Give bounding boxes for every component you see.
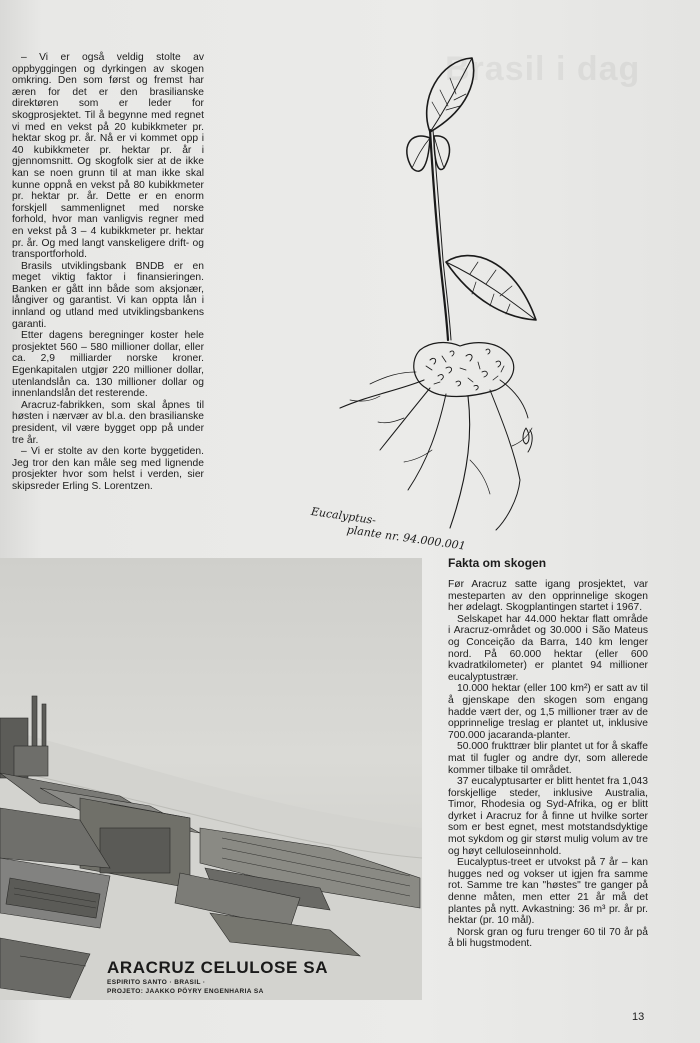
facts-heading: Fakta om skogen (448, 556, 547, 570)
photo-label (107, 958, 417, 996)
facts-paragraph: Før Aracruz satte igang prosjektet, var mesteparten av den opprinnelige skogen her ødelagt. Skogplantingen startet i 1967. (448, 579, 648, 614)
eucalyptus-seedling-drawing (300, 50, 560, 540)
facts-paragraph: Norsk gran og furu trenger 60 til 70 år på å bli hugstmodent. (448, 926, 648, 950)
facts-paragraph: 50.000 frukttrær blir plantet ut for å skaffe mat til fugler og andre dyr, som allerede kommer tilbake til området. (448, 741, 648, 776)
caption-line-1: Eucalyptus- (310, 505, 377, 527)
facts-box (448, 556, 648, 950)
location-line: ESPIRITO SANTO · BRASIL · (107, 979, 206, 986)
facts-paragraph: Selskapet har 44.000 hektar flatt område i Aracruz-området og 30.000 i São Mateus og Conceição da Barra, 140 km lenger nord. På 60.000 hektar (eller 600 kvadratkilometer) er plantet 94 millioner eucalyptustrær. (448, 613, 648, 683)
article-paragraph: – Vi er stolte av den korte byggetiden. Jeg tror den kan måle seg med lignende prosjekter hvor som helst i verden, sier skipsreder Erling S. Lorentzen. (12, 446, 204, 492)
factory-aerial-photo (0, 558, 422, 1000)
bleed-through-text: Brasil i dag (445, 50, 641, 88)
facts-paragraph: 37 eucalyptusarter er blitt hentet fra 1,043 forskjellige steder, inklusive Australia, Timor, Rhodesia og Syd-Afrika, og er blitt dyrket i Aracruz for å finne ut hvilke sorter som er best egnet, mest motstandsdyktige mot sykdom og gir størst mulig volum av tre og høyt celluloseinnhold. (448, 776, 648, 857)
caption-line-2: plante nr. 94.000.001 (346, 523, 467, 553)
article-paragraph: Aracruz-fabrikken, som skal åpnes til høsten i nærvær av bl.a. den brasilianske president, vil være bygget opp på under tre år. (12, 399, 204, 446)
article-paragraph: Etter dagens beregninger koster hele prosjektet 560 – 580 millioner dollar, eller ca. 2,9 milliarder norske kroner. Egenkapitalen utgjør 220 millioner dollar, utenlandslån ca. 130 millioner dollar og innenlandslån det resterende. (12, 330, 204, 400)
page-number: 13 (632, 1011, 645, 1023)
article-paragraph: – Vi er også veldig stolte av oppbyggingen og dyrkingen av skogen omkring. Den som først og fremst har æren for det er den brasilianske direktøren som er leder for skogprosjektet. Til å begynne med regnet vi med en vekst på 20 kubikkmeter pr. hektar skog pr. år. Nå er vi kommet opp i 40 kubikkmeter pr. hektar pr. år i gjennomsnitt. Og skogfolk sier at de ikke kan se noen grunn til at man ikke skal kunne oppnå en vekst på 80 kubikkmeter pr. hektar pr. år. Dette er en enorm forskjell sammenlignet med norske forhold, hvor man vanligvis regner med en vekst på 3 – 4 kubikkmeter pr. hektar pr. år. Og med langt vanskeligere drift- og transportforhold. (12, 52, 204, 261)
facts-paragraph: Eucalyptus-treet er utvokst på 7 år – kan hugges ned og vokser ut igjen fra samme rot. Samme tre kan "høstes" tre ganger på denne måten, men etter 21 år må det plantes på nytt. Avkastning: 36 m³ pr. år pr. hektar (pr. 10 mål). (448, 857, 648, 927)
article-paragraph: Brasils utviklingsbank BNDB er en meget viktig faktor i finansieringen. Banken er gått inn både som aksjonær, långiver og garantist. Vi kan oppta lån i innland og utland med utviklingsbankens garanti. (12, 260, 204, 330)
company-name: ARACRUZ CELULOSE SA (107, 958, 329, 977)
facts-paragraph: 10.000 hektar (eller 100 km²) er satt av til å gjenskape den skogen som engang hadde vært der, og 1,5 millioner trær av de opprinnelige treslag er plantet ut, inklusive 700.000 jacaranda-planter. (448, 683, 648, 741)
facts-body (448, 579, 648, 950)
left-article-column (12, 52, 204, 493)
project-line: PROJETO: JAAKKO PÖYRY ENGENHARIA SA (107, 988, 264, 995)
